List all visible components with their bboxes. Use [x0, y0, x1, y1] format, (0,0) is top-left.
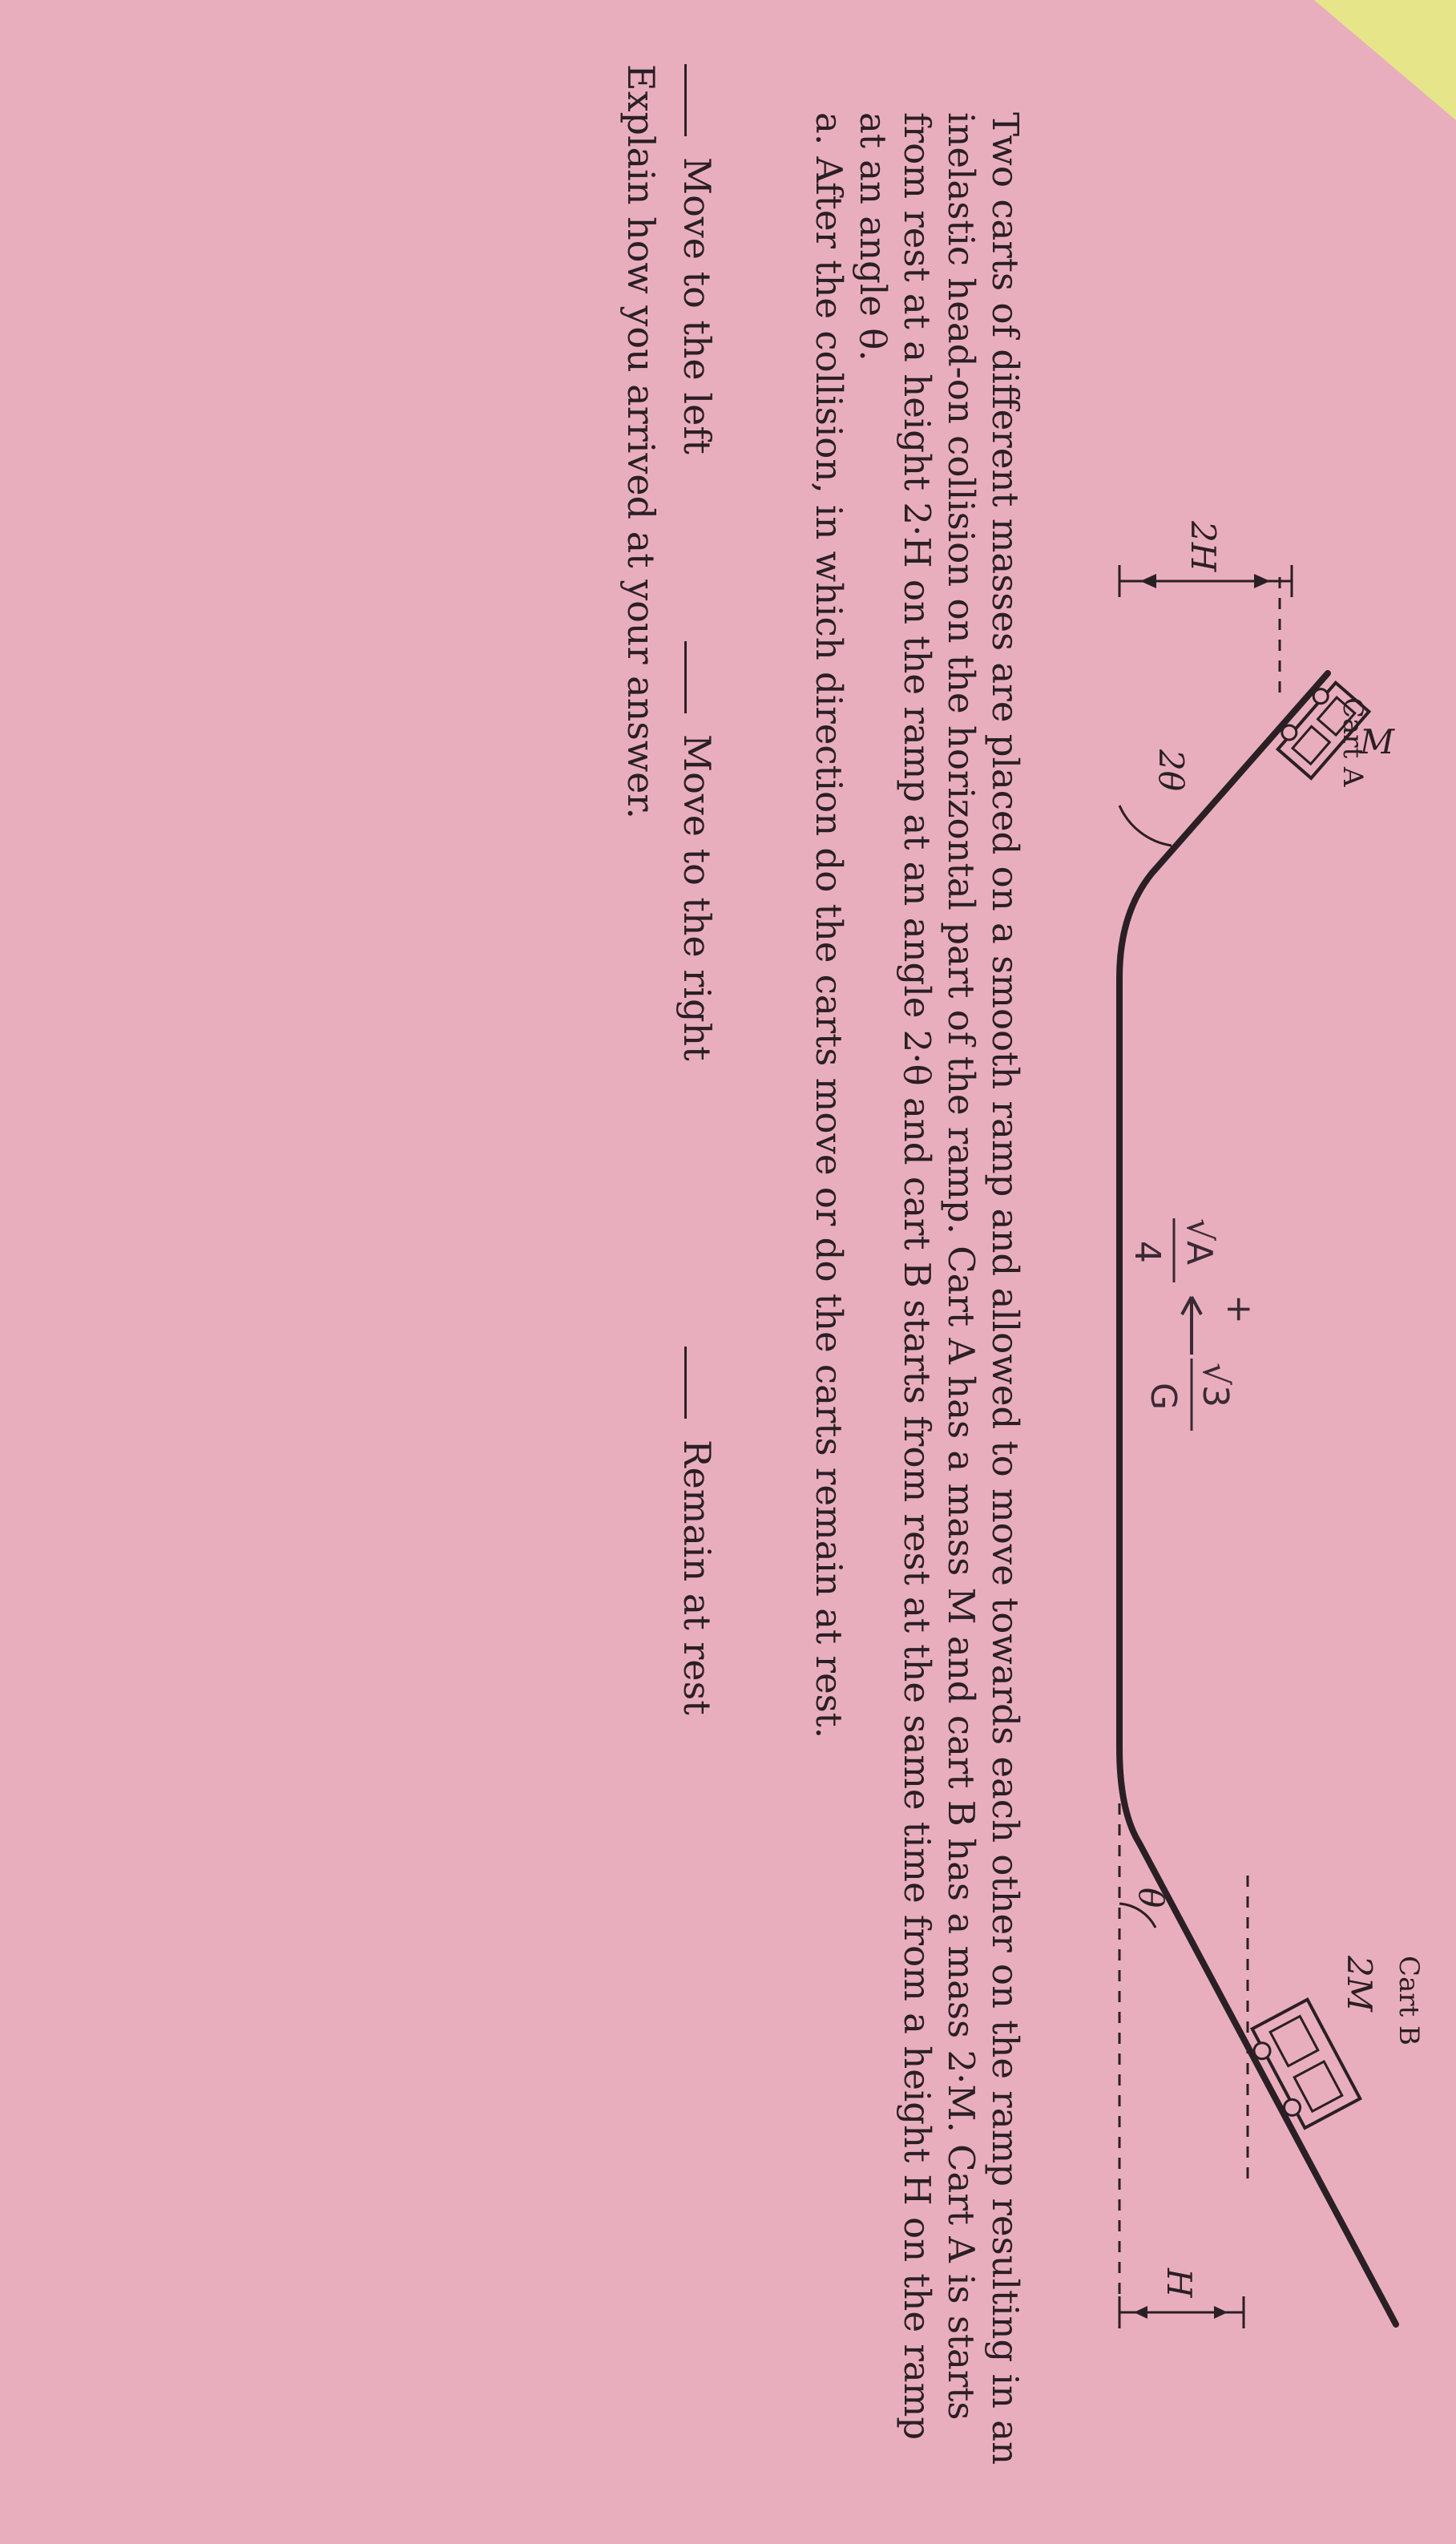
handwritten-note-left: √A	[1179, 1218, 1220, 1266]
cart-b-height-label: H	[1160, 2268, 1199, 2298]
cart-a-mass-label: M	[1360, 722, 1395, 761]
handwritten-note-right-denominator: G	[1143, 1383, 1184, 1411]
choice-move-right-label: Move to the right	[676, 734, 719, 1061]
problem-intro: Two carts of different masses are placed on a smooth ramp and allowed to move towards each other on the ramp resulting in an inelastic head-on collision on the horizontal part of the ramp. Cart A has a mass M and cart B has a mass 2·M. Cart A is starts from rest at a height 2·H on the ramp at an angle 2·θ and cart B starts from rest at the same time from a height H on the ramp at an angle θ.	[852, 112, 1026, 2465]
choice-move-left[interactable]	[676, 64, 719, 454]
choice-move-right[interactable]	[676, 641, 719, 1061]
cart-a-angle-label: 2θ	[1151, 749, 1191, 792]
cart-b-angle-label: θ	[1131, 1888, 1171, 1908]
question-a: a. After the collision, in which direction do the carts move or do the carts remain at rest.	[808, 112, 850, 1739]
cart-b-mass-label: 2M	[1340, 1956, 1379, 2012]
blank-line	[684, 641, 687, 713]
handwritten-note-right: √3	[1195, 1363, 1236, 1408]
choice-remain-at-rest-label: Remain at rest	[676, 1440, 719, 1715]
blank-line	[684, 64, 687, 136]
handwritten-plus: +	[1219, 1294, 1260, 1324]
blank-line	[684, 1347, 687, 1419]
problem-text	[807, 112, 1027, 2469]
cart-a-title: Cart A	[1337, 697, 1369, 787]
explain-prompt: Explain how you arrived at your answer.	[619, 64, 663, 819]
cart-b-title: Cart B	[1393, 1956, 1425, 2045]
ramp-curve	[1119, 673, 1396, 2324]
cart-a-height-label: 2H	[1184, 521, 1223, 572]
handwritten-note-left-denominator: 4	[1127, 1241, 1168, 1263]
choice-move-left-label: Move to the left	[676, 157, 719, 454]
choice-remain-at-rest[interactable]	[676, 1347, 719, 1715]
